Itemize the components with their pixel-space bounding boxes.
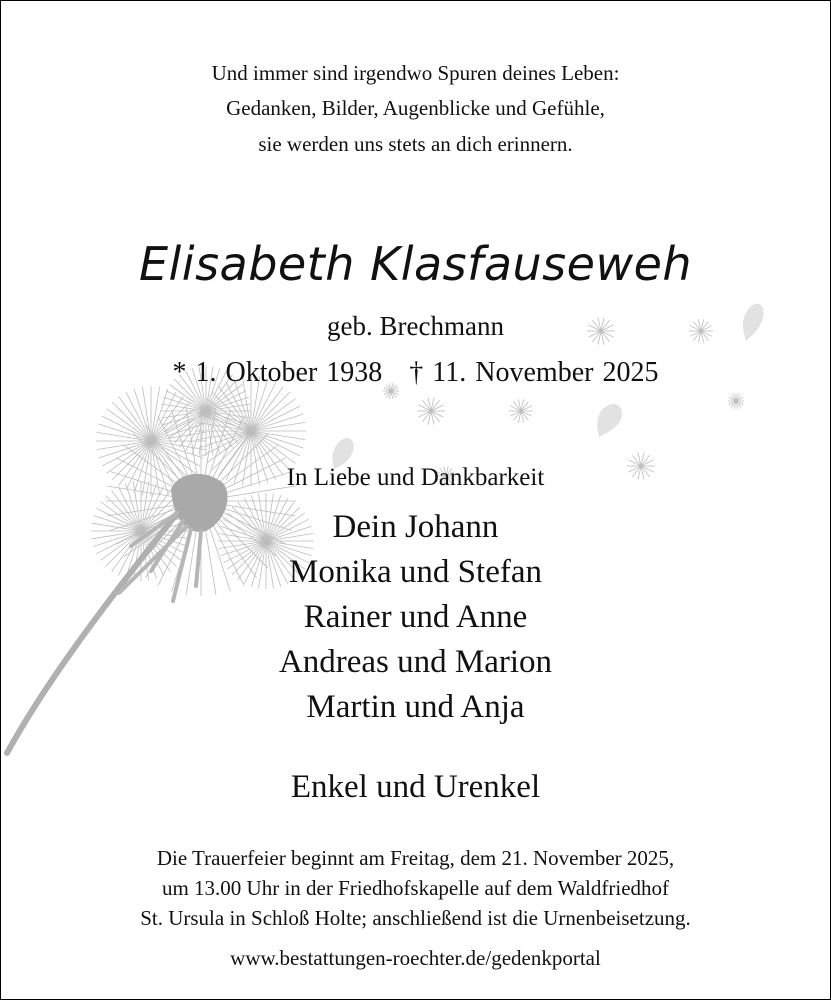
mourners-intro: In Liebe und Dankbarkeit <box>286 464 545 491</box>
seed-filament <box>431 411 444 417</box>
mourner-name: Dein Johann <box>332 509 499 545</box>
seed-filament <box>151 389 168 441</box>
service-info-line: um 13.00 Uhr in der Friedhofskapelle auf dem Waldfriedhof <box>161 876 670 900</box>
seed-filament <box>251 431 296 463</box>
service-info-line: Die Trauerfeier beginnt am Freitag, dem 21. November 2025, <box>156 846 675 870</box>
mourner-name: Andreas und Marion <box>278 644 553 680</box>
mourner-name: Rainer und Anne <box>303 599 528 635</box>
poem-line: sie werden uns stets an dich erinnern. <box>258 132 573 156</box>
seed-filament <box>251 399 296 431</box>
deceased-name: Elisabeth Klasfauseweh <box>138 237 693 291</box>
seed-filament <box>251 414 303 431</box>
seed-filament <box>251 392 290 431</box>
seed-filament <box>418 411 431 417</box>
seed-filament <box>180 411 207 447</box>
grandchildren-line: Enkel und Urenkel <box>290 769 541 805</box>
seed-filament <box>199 431 251 448</box>
seed-filament <box>107 409 152 441</box>
life-dates: * 1. Oktober 1938 † 11. November 2025 <box>172 357 659 388</box>
seed-filament <box>207 431 252 463</box>
seed-filament <box>99 441 151 458</box>
birth-name: geb. Brechmann <box>327 311 504 341</box>
seed-filament <box>251 387 283 432</box>
memorial-website: www.bestattungen-roechter.de/gedenkportal <box>230 946 601 970</box>
seed-filament <box>431 405 444 411</box>
mourner-name: Monika und Stefan <box>289 554 542 590</box>
poem-line: Gedanken, Bilder, Augenblicke und Gefühle, <box>226 96 605 120</box>
seed-filament <box>134 389 151 441</box>
seed-filament <box>418 405 431 411</box>
poem-line: Und immer sind irgendwo Spuren deines Leben: <box>211 61 620 85</box>
mourner-name: Martin und Anja <box>306 689 525 725</box>
service-info-line: St. Ursula in Schloß Holte; anschließend ist die Urnenbeisetzung. <box>140 906 691 930</box>
seed-filament <box>99 424 151 441</box>
seed-filament <box>112 402 151 441</box>
